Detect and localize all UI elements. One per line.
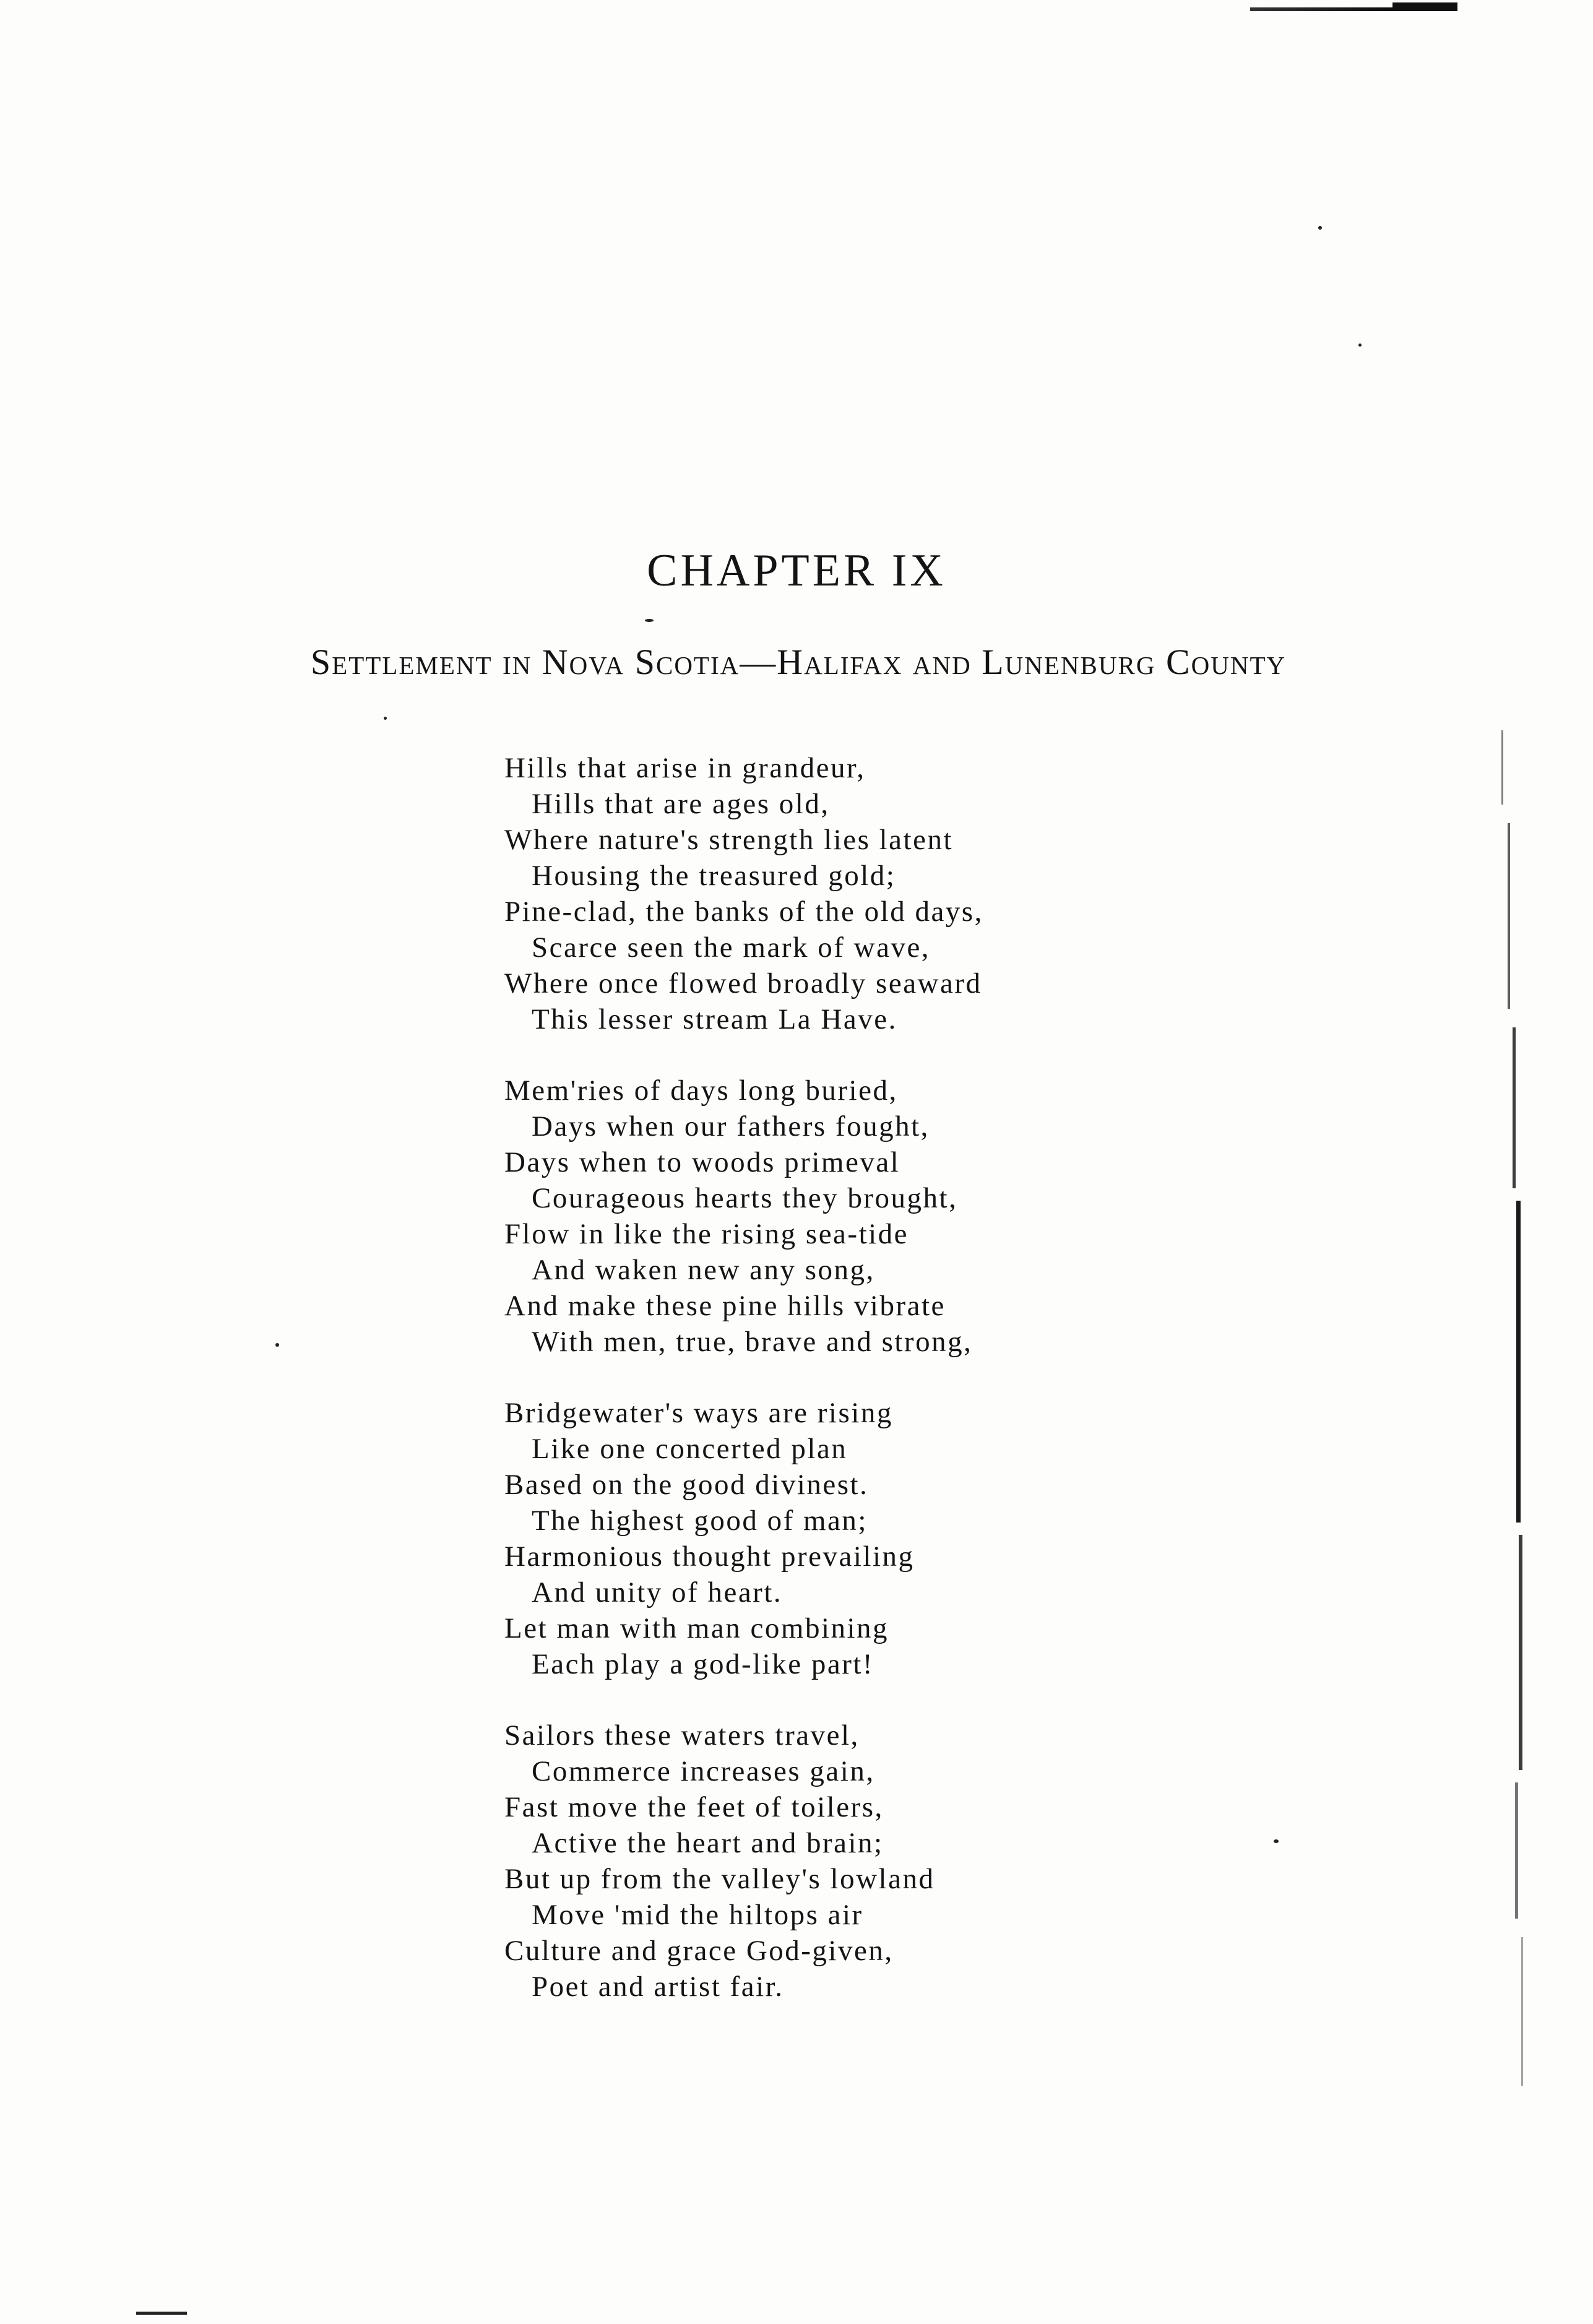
poem-line: Fast move the feet of toilers, <box>504 1791 884 1823</box>
poem-line: Flow in like the rising sea-tide <box>504 1218 909 1250</box>
poem-line: Where once flowed broadly seaward <box>504 967 982 1000</box>
poem-line: This lesser stream La Have. <box>532 1003 897 1035</box>
poem-line: Culture and grace God-given, <box>504 1935 894 1967</box>
poem-line: Sailors these waters travel, <box>504 1719 860 1752</box>
scan-speck <box>275 1343 279 1347</box>
poem-line: Move 'mid the hiltops air <box>532 1899 863 1931</box>
scan-speck <box>645 619 654 622</box>
poem-line: With men, true, brave and strong, <box>532 1326 973 1358</box>
poem-stanza-4 <box>504 1717 1309 2005</box>
poem-line: Harmonious thought prevailing <box>504 1540 915 1573</box>
poem-stanza-1 <box>504 750 1309 1037</box>
poem-line: And waken new any song, <box>532 1254 875 1286</box>
poem-line: Based on the good divinest. <box>504 1469 869 1501</box>
poem-stanza-3 <box>504 1395 1309 1682</box>
poem <box>504 750 1309 2040</box>
scan-speck <box>1318 226 1322 230</box>
scan-speck <box>384 717 387 720</box>
poem-line: But up from the valley's lowland <box>504 1863 935 1895</box>
poem-line: Poet and artist fair. <box>532 1971 784 2003</box>
scan-speck <box>1358 343 1362 347</box>
poem-line: Days when our fathers fought, <box>532 1110 930 1143</box>
poem-line: The highest good of man; <box>532 1505 868 1537</box>
poem-line: Days when to woods primeval <box>504 1146 900 1178</box>
poem-line: Pine-clad, the banks of the old days, <box>504 896 983 928</box>
poem-line: Commerce increases gain, <box>532 1755 875 1787</box>
poem-line: Bridgewater's ways are rising <box>504 1397 893 1429</box>
poem-line: And unity of heart. <box>532 1576 783 1609</box>
poem-line: Like one concerted plan <box>532 1433 848 1465</box>
scan-edge-mark-top-thick <box>1392 2 1457 11</box>
chapter-title: CHAPTER IX <box>647 545 946 596</box>
poem-line: Hills that are ages old, <box>532 788 830 820</box>
poem-line: Courageous hearts they brought, <box>532 1182 958 1214</box>
poem-line: Let man with man combining <box>504 1612 889 1644</box>
poem-line: Housing the treasured gold; <box>532 860 896 892</box>
poem-line: Scarce seen the mark of wave, <box>532 931 931 964</box>
poem-line: Where nature's strength lies latent <box>504 824 954 856</box>
poem-line: Active the heart and brain; <box>532 1827 884 1859</box>
scan-edge-mark-bottom <box>136 2312 187 2315</box>
poem-line: Mem'ries of days long buried, <box>504 1074 898 1107</box>
scan-edge-shadow <box>1490 730 1534 2092</box>
poem-line: Hills that arise in grandeur, <box>504 752 866 784</box>
chapter-subtitle: Settlement in Nova Scotia—Halifax and Lunenburg County <box>310 642 1287 682</box>
poem-stanza-2 <box>504 1073 1309 1360</box>
poem-line: And make these pine hills vibrate <box>504 1290 946 1322</box>
poem-line: Each play a god-like part! <box>532 1648 874 1680</box>
